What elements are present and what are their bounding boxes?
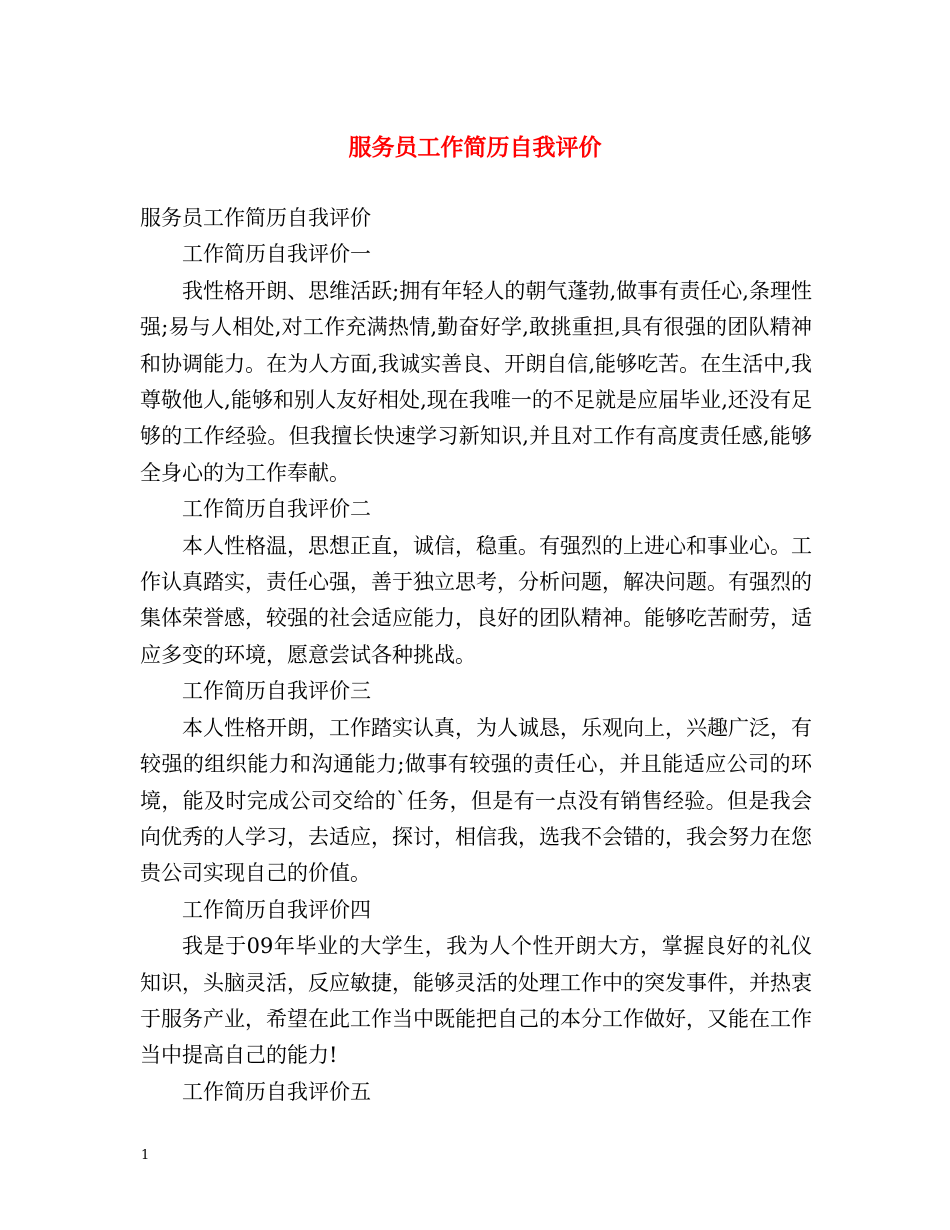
section-paragraph-3: 本人性格开朗，工作踏实认真，为人诚恳，乐观向上，兴趣广泛，有较强的组织能力和沟通能力;做事有较强的责任心，并且能适应公司的环境，能及时完成公司交给的`任务，但是有一点没有销售经验。但是我会向优秀的人学习，去适应，探讨，相信我，选我不会错的，我会努力在您贵公司实现自己的价值。 (140, 715, 812, 886)
section-heading-1: 工作简历自我评价一 (182, 242, 371, 267)
section-heading-2: 工作简历自我评价二 (182, 497, 371, 522)
section-paragraph-1: 我性格开朗、思维活跃;拥有年轻人的朝气蓬勃,做事有责任心,条理性强;易与人相处,对工作充满热情,勤奋好学,敢挑重担,具有很强的团队精神和协调能力。在为人方面,我诚实善良、开朗自信,能够吃苦。在生活中,我尊敬他人,能够和别人友好相处,现在我唯一的不足就是应届毕业,还没有足够的工作经验。但我擅长快速学习新知识,并且对工作有高度责任感,能够全身心的为工作奉献。 (140, 278, 812, 485)
section-heading-5: 工作简历自我评价五 (182, 1079, 371, 1104)
section-heading-3: 工作简历自我评价三 (182, 679, 371, 704)
document-body (140, 200, 812, 1110)
section-paragraph-4: 我是于09年毕业的大学生，我为人个性开朗大方，掌握良好的礼仪知识，头脑灵活，反应敏捷，能够灵活的处理工作中的突发事件，并热衷于服务产业，希望在此工作当中既能把自己的本分工作做好，又能在工作当中提高自己的能力! (140, 934, 812, 1068)
page-number: 1 (141, 1148, 150, 1163)
section-paragraph-2: 本人性格温，思想正直，诚信，稳重。有强烈的上进心和事业心。工作认真踏实，责任心强，善于独立思考，分析问题，解决问题。有强烈的集体荣誉感，较强的社会适应能力，良好的团队精神。能够吃苦耐劳，适应多变的环境，愿意尝试各种挑战。 (140, 533, 812, 667)
body-heading: 服务员工作简历自我评价 (140, 206, 371, 230)
section-heading-4: 工作简历自我评价四 (182, 897, 371, 922)
document-title: 服务员工作简历自我评价 (348, 134, 602, 161)
